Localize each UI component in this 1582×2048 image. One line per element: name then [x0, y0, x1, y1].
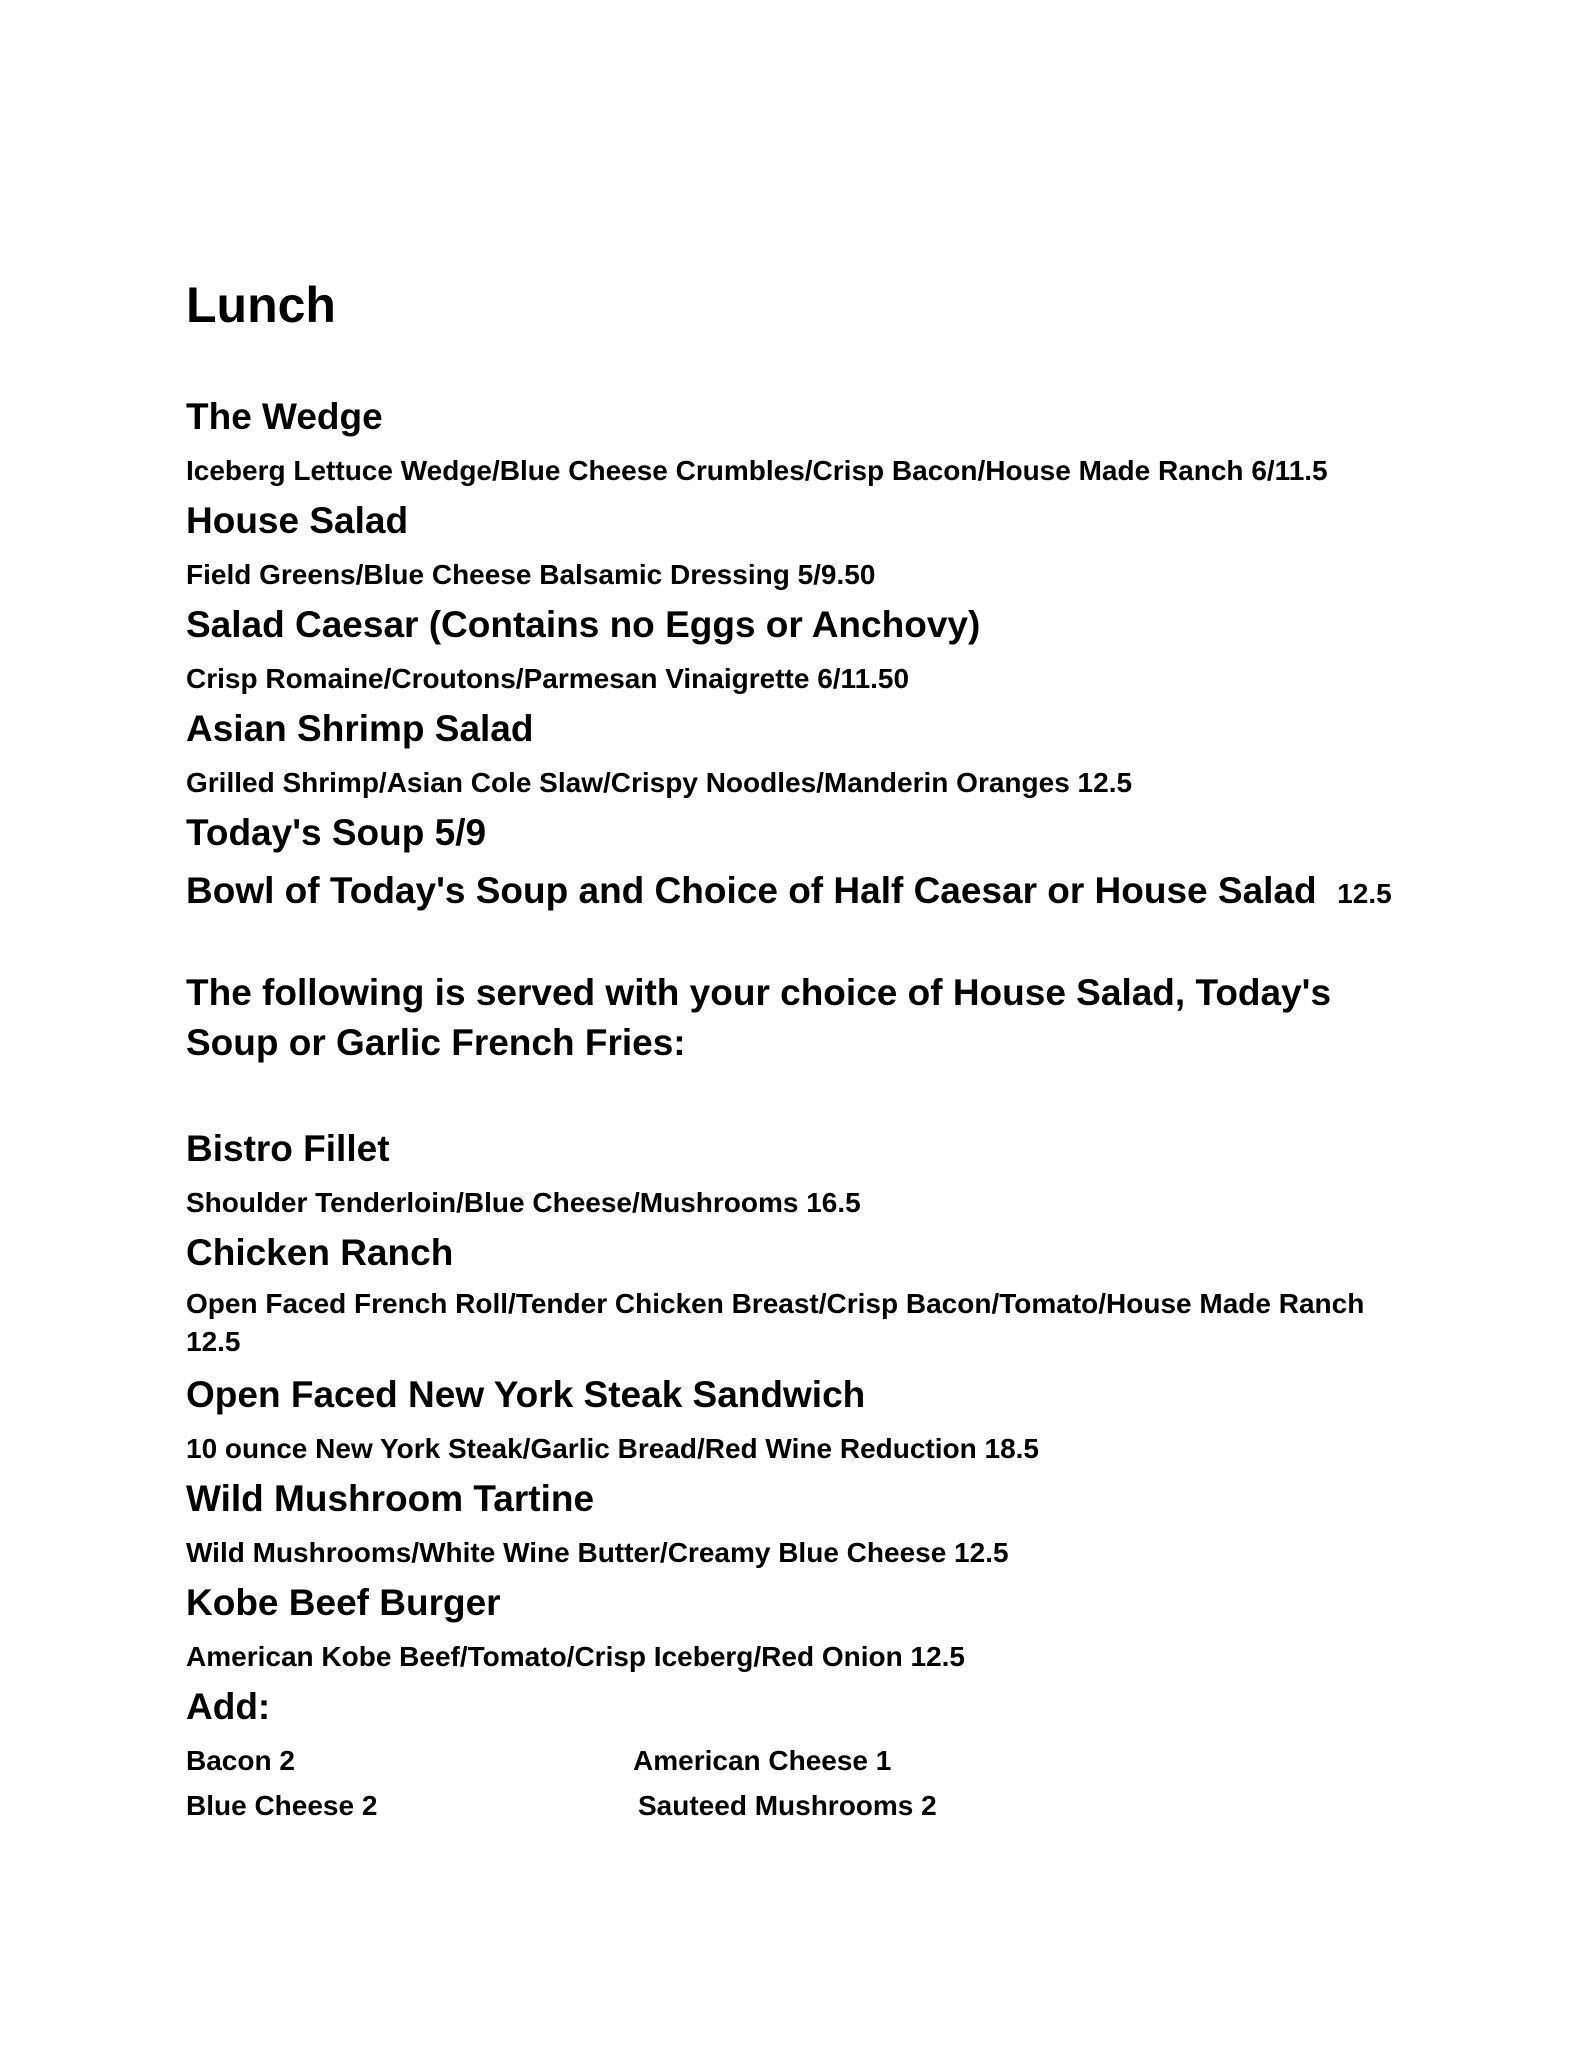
item-description: Grilled Shrimp/Asian Cole Slaw/Crispy Noodles/Manderin Oranges 12.5	[186, 767, 1133, 798]
entree-name: Wild Mushroom Tartine	[186, 1478, 595, 1519]
item-name: Today's Soup 5/9	[186, 812, 487, 853]
served-with-note: The following is served with your choice of House Salad, Today's Soup or Garlic French Fries:	[186, 972, 1332, 1063]
entree-name: Chicken Ranch	[186, 1232, 454, 1273]
item-description: Iceberg Lettuce Wedge/Blue Cheese Crumbles/Crisp Bacon/House Made Ranch 6/11.5	[186, 455, 1328, 486]
add-option: Blue Cheese 2	[186, 1790, 378, 1821]
entree-name: Bistro Fillet	[186, 1128, 390, 1169]
item-name	[186, 870, 1392, 912]
entree-description: American Kobe Beef/Tomato/Crisp Iceberg/Red Onion 12.5	[186, 1641, 965, 1672]
entree-name: Open Faced New York Steak Sandwich	[186, 1374, 866, 1415]
entree-description: Wild Mushrooms/White Wine Butter/Creamy Blue Cheese 12.5	[186, 1537, 1009, 1568]
entree-description: Open Faced French Roll/Tender Chicken Breast/Crisp Bacon/Tomato/House Made Ranch 12.5	[186, 1288, 1365, 1357]
entree-description: 10 ounce New York Steak/Garlic Bread/Red Wine Reduction 18.5	[186, 1433, 1040, 1464]
page-title: Lunch	[186, 277, 336, 333]
item-description: Crisp Romaine/Croutons/Parmesan Vinaigrette 6/11.50	[186, 663, 910, 694]
add-option: American Cheese 1	[633, 1745, 892, 1776]
item-name-text: Bowl of Today's Soup and Choice of Half Caesar or House Salad	[186, 870, 1317, 911]
entree-description: Shoulder Tenderloin/Blue Cheese/Mushrooms 16.5	[186, 1187, 861, 1218]
add-option: Sauteed Mushrooms 2	[638, 1790, 937, 1821]
item-name: The Wedge	[186, 396, 383, 437]
item-description: Field Greens/Blue Cheese Balsamic Dressing 5/9.50	[186, 559, 876, 590]
add-option: Bacon 2	[186, 1745, 295, 1776]
item-name: House Salad	[186, 500, 409, 541]
add-label: Add:	[186, 1686, 271, 1727]
item-name: Asian Shrimp Salad	[186, 708, 534, 749]
item-name: Salad Caesar (Contains no Eggs or Anchovy)	[186, 604, 981, 645]
item-price: 12.5	[1337, 878, 1392, 909]
entree-name: Kobe Beef Burger	[186, 1582, 501, 1623]
